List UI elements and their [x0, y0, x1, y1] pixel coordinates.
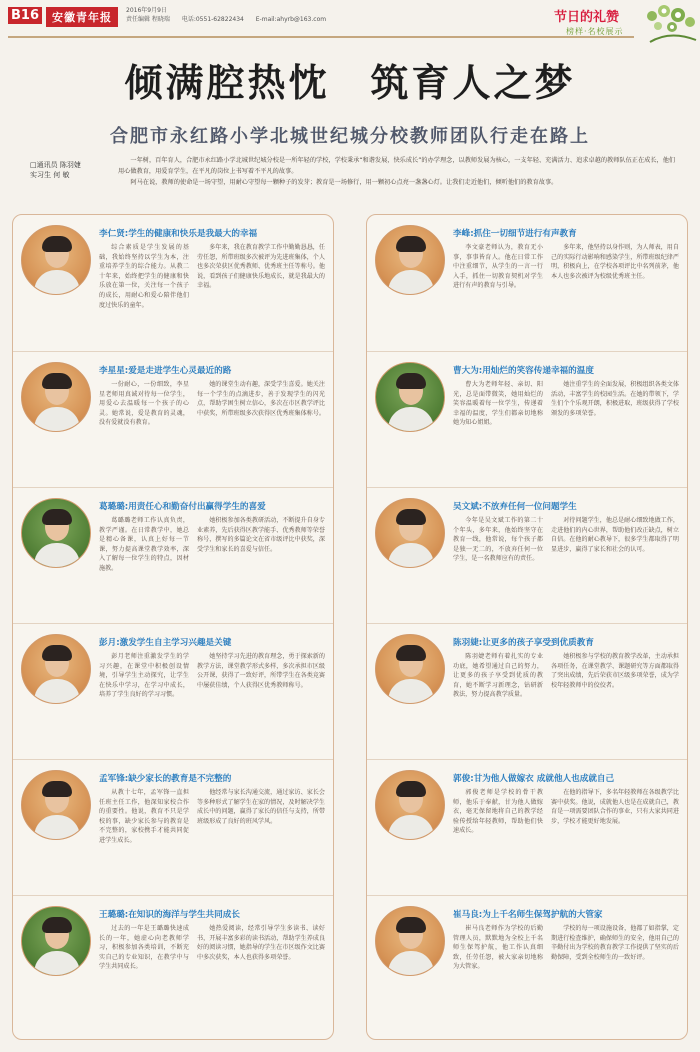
profile-section	[367, 623, 688, 757]
profile-text: 学校的每一项设施设备，他都了如指掌，定期进行检查维护，确保师生的安全，他用自己的辛勤付出为学校的教育教学工作提供了坚实的后勤保障，受到全校师生的一致好评。	[551, 925, 679, 961]
email: E-mail:ahyrb@163.com	[255, 16, 327, 23]
profile-text: 过去的一年是王璐璐快速成长的一年，她虚心向老教师学习，积极参加各类培训，不断充实自己的专业知识，在教学中与学生共同成长。	[99, 925, 189, 971]
profile-section	[13, 215, 334, 349]
profile-text: 多年来，我在教育教学工作中勤勤恳恳，任劳任怨，所带班级多次被评为先进班集体，个人也多次荣获区优秀教师、优秀班主任等称号。他说，看到孩子们健康快乐地成长，就是我最大的幸福。	[197, 244, 325, 290]
teacher-photo	[375, 225, 445, 295]
profile-heading: 李星星:爱是走进学生心灵最近的路	[99, 366, 232, 376]
teacher-photo	[375, 634, 445, 704]
profile-section	[367, 759, 688, 893]
lead-paragraph: 一年树，百年育人，合肥市永红路小学北城世纪城分校是一所年轻的学校，学校秉承“和谐发展，快乐成长”的办学理念，以教师发展为核心，一支年轻、充满活力、追求卓越的教师队伍正在成长，他们用心做教育，用爱育学生，在平凡的岗位上书写着不平凡的故事。	[118, 157, 676, 175]
profile-heading: 陈羽婕:让更多的孩子享受到优质教育	[453, 638, 594, 648]
profile-section	[367, 895, 688, 1029]
teacher-photo	[21, 770, 91, 840]
header-divider	[8, 36, 634, 38]
main-title: 倾满腔热忱 筑育人之梦	[124, 60, 576, 105]
teacher-photo	[375, 906, 445, 976]
teacher-photo	[21, 362, 91, 432]
profile-heading: 曹大为:用灿烂的笑容传递幸福的温度	[453, 366, 594, 376]
profile-text: 曹大为老师年轻、亲切、阳光，总是面带微笑，她用灿烂的笑容温暖着每一位学生，传递着幸福的温度，学生们都亲切地称她为知心姐姐。	[453, 381, 543, 427]
profile-text: 李文豪老师认为，教育无小事，事事皆育人。他在日常工作中注重细节，从学生的一言一行入手，抓住一切教育契机对学生进行有声的教育与引导。	[453, 244, 543, 290]
right-column	[366, 214, 688, 1040]
editor: 责任编辑 程晓瑞	[126, 16, 170, 23]
sub-title: 合肥市永红路小学北城世纪城分校教师团队行走在路上	[110, 126, 590, 147]
byline-reporter: □通讯员 陈羽婕	[30, 161, 81, 169]
profile-heading: 孟军锋:缺少家长的教育是不完整的	[99, 774, 232, 784]
profile-text: 她的课堂生动有趣，深受学生喜爱。她关注每一个学生的点滴进步，善于发现学生的闪光点，帮助学困生树立信心，多次在市区教学评比中获奖，所带班级多次获得区优秀班集体称号。	[197, 381, 325, 417]
profile-section	[13, 487, 334, 621]
byline	[30, 160, 110, 180]
profile-text: 她积极参加各类教研活动，不断提升自身专业素养，先后获得区教学能手、优秀教师等荣誉称号，撰写的多篇论文在省市级评比中获奖，深受学生和家长的喜爱与信任。	[197, 517, 325, 553]
masthead	[0, 0, 700, 36]
profile-section	[367, 351, 688, 485]
profile-heading: 彭月:激发学生自主学习兴趣是关键	[99, 638, 232, 648]
profile-section	[13, 895, 334, 1029]
meta-line	[126, 6, 336, 24]
profile-text: 从教十七年，孟军锋一直担任班主任工作，他深知家校合作的重要性。他说，教育不只是学校的事，缺少家长参与的教育是不完整的，家校携手才能共同促进学生成长。	[99, 789, 189, 844]
profile-section	[367, 487, 688, 621]
profile-heading: 王璐璐:在知识的海洋与学生共同成长	[99, 910, 240, 920]
profile-heading: 崔马良:为上千名师生保驾护航的大管家	[453, 910, 603, 920]
byline-intern: 实习生 何 敏	[30, 171, 70, 179]
teacher-photo	[375, 498, 445, 568]
teacher-photo	[21, 498, 91, 568]
teacher-photo	[21, 225, 91, 295]
teacher-photo	[375, 770, 445, 840]
column-subtag: 榜样·名校展示	[566, 27, 624, 36]
lead-paragraphs	[118, 156, 678, 190]
profile-text: 她积极参与学校的教育教学改革，主动承担各项任务，在课堂教学、课题研究等方面都取得了突出成绩，先后荣获市区级多项荣誉，成为学校年轻教师中的佼佼者。	[551, 653, 679, 689]
profile-text: 一份耐心，一份细致，李星星老师用真诚对待每一位学生，用爱心去温暖每一个孩子的心灵。她常说，爱是教育的灵魂，没有爱就没有教育。	[99, 381, 189, 427]
lead-paragraph: 阿马在说，教师的使命是一场守望，用耐心守望每一颗种子的发芽；教育是一场修行，用一颗初心点亮一盏盏心灯。让我们走近他们，倾听他们的教育故事。	[130, 179, 558, 186]
profile-section	[13, 623, 334, 757]
paper-name: 安徽青年报	[46, 7, 118, 27]
profile-section	[13, 351, 334, 485]
profile-text: 综合素质是学生发展的基础，我始终坚持以学生为本，注重培养学生的综合能力。从教二十年来，始终把学生的健康和快乐放在第一位，关注每一个孩子的成长，用耐心和爱心陪伴他们度过快乐的童年。	[99, 244, 189, 309]
profile-text: 在他的指导下，多名年轻教师在各级教学比赛中获奖。他说，成就他人也是在成就自己，教育是一项需要团队合作的事业，只有大家共同进步，学校才能更好地发展。	[551, 789, 679, 825]
teacher-photo	[21, 634, 91, 704]
profile-text: 她热爱阅读，经常引导学生多读书、读好书，开展丰富多彩的读书活动，帮助学生养成良好的阅读习惯，她指导的学生在市区级作文比赛中多次获奖，本人也获得多项荣誉。	[197, 925, 325, 961]
profile-heading: 葛璐璐:用责任心和勤奋付出赢得学生的喜爱	[99, 502, 266, 512]
page-number: B16	[8, 7, 42, 24]
teacher-photo	[375, 362, 445, 432]
profile-text: 郭俊老师是学校的骨干教师，他乐于奉献，甘为他人做嫁衣，毫无保留地将自己的教学经验传授给年轻教师，帮助他们快速成长。	[453, 789, 543, 835]
issue-date: 2016年9月9日	[126, 7, 167, 14]
profile-text: 对待问题学生，他总是耐心细致地做工作，走进他们的内心世界，帮助他们改正缺点，树立自信。在他的耐心教导下，很多学生都取得了明显进步，赢得了家长和社会的认可。	[551, 517, 679, 553]
profile-heading: 吴文斌:不放弃任何一位问题学生	[453, 502, 577, 512]
profile-text: 崔马良老师作为学校的后勤管理人员，默默地为全校上千名师生保驾护航，他工作认真细致，任劳任怨，被大家亲切地称为大管家。	[453, 925, 543, 971]
profile-section	[367, 215, 688, 349]
profile-section	[13, 759, 334, 893]
profile-text: 葛璐璐老师工作认真负责，教学严谨。在日常教学中，她总是精心备课，认真上好每一节课，努力提高课堂教学效率，深入了解每一位学生的特点，因材施教。	[99, 517, 189, 572]
profile-heading: 李峰:抓住一切细节进行有声教育	[453, 229, 577, 239]
teacher-photo	[21, 906, 91, 976]
profile-text: 她注重学生的全面发展，积极组织各类文体活动，丰富学生的校园生活。在她的带领下，学生们个个乐观开朗，积极进取，班级获得了学校颁发的多项荣誉。	[551, 381, 679, 417]
left-column	[12, 214, 334, 1040]
profile-text: 他经常与家长沟通交流，通过家访、家长会等多种形式了解学生在家的情况，及时解决学生成长中的问题，赢得了家长的信任与支持，所带班级形成了良好的班风学风。	[197, 789, 325, 825]
profile-text: 多年来，他坚持以身作则，为人师表，用自己的实际行动影响和感染学生，所带班级纪律严明，积极向上，在学校各项评比中名列前茅，他本人也多次被评为校级优秀班主任。	[551, 244, 679, 280]
profile-heading: 李仁贤:学生的健康和快乐是我最大的幸福	[99, 229, 258, 239]
profile-text: 今年是吴文斌工作的第二十个年头，多年来，他始终坚守在教育一线，他常说，每个孩子都是独一无二的，不放弃任何一位学生，是一名教师应有的责任。	[453, 517, 543, 563]
flower-decoration-icon	[640, 2, 698, 44]
profile-text: 陈羽婕老师有着扎实的专业功底，她希望通过自己的努力，让更多的孩子享受到优质的教育，她不断学习新理念，钻研新教法，努力提高教学质量。	[453, 653, 543, 699]
column-tag: 节日的礼赞	[554, 10, 620, 25]
profile-text: 她坚持学习先进的教育理念，勇于探索新的教学方法，课堂教学形式多样，多次承担市区级公开课，获得了一致好评，所带学生在各类竞赛中屡获佳绩，个人获得区优秀教师称号。	[197, 653, 325, 689]
profile-text: 彭月老师注重激发学生的学习兴趣，在课堂中积极创设情境，引导学生主动探究，让学生在快乐中学习，在学习中成长，培养了学生良好的学习习惯。	[99, 653, 189, 699]
phone: 电话:0551-62822434	[181, 16, 244, 23]
profile-heading: 郭俊:甘为他人做嫁衣 成就他人也成就自己	[453, 774, 615, 784]
